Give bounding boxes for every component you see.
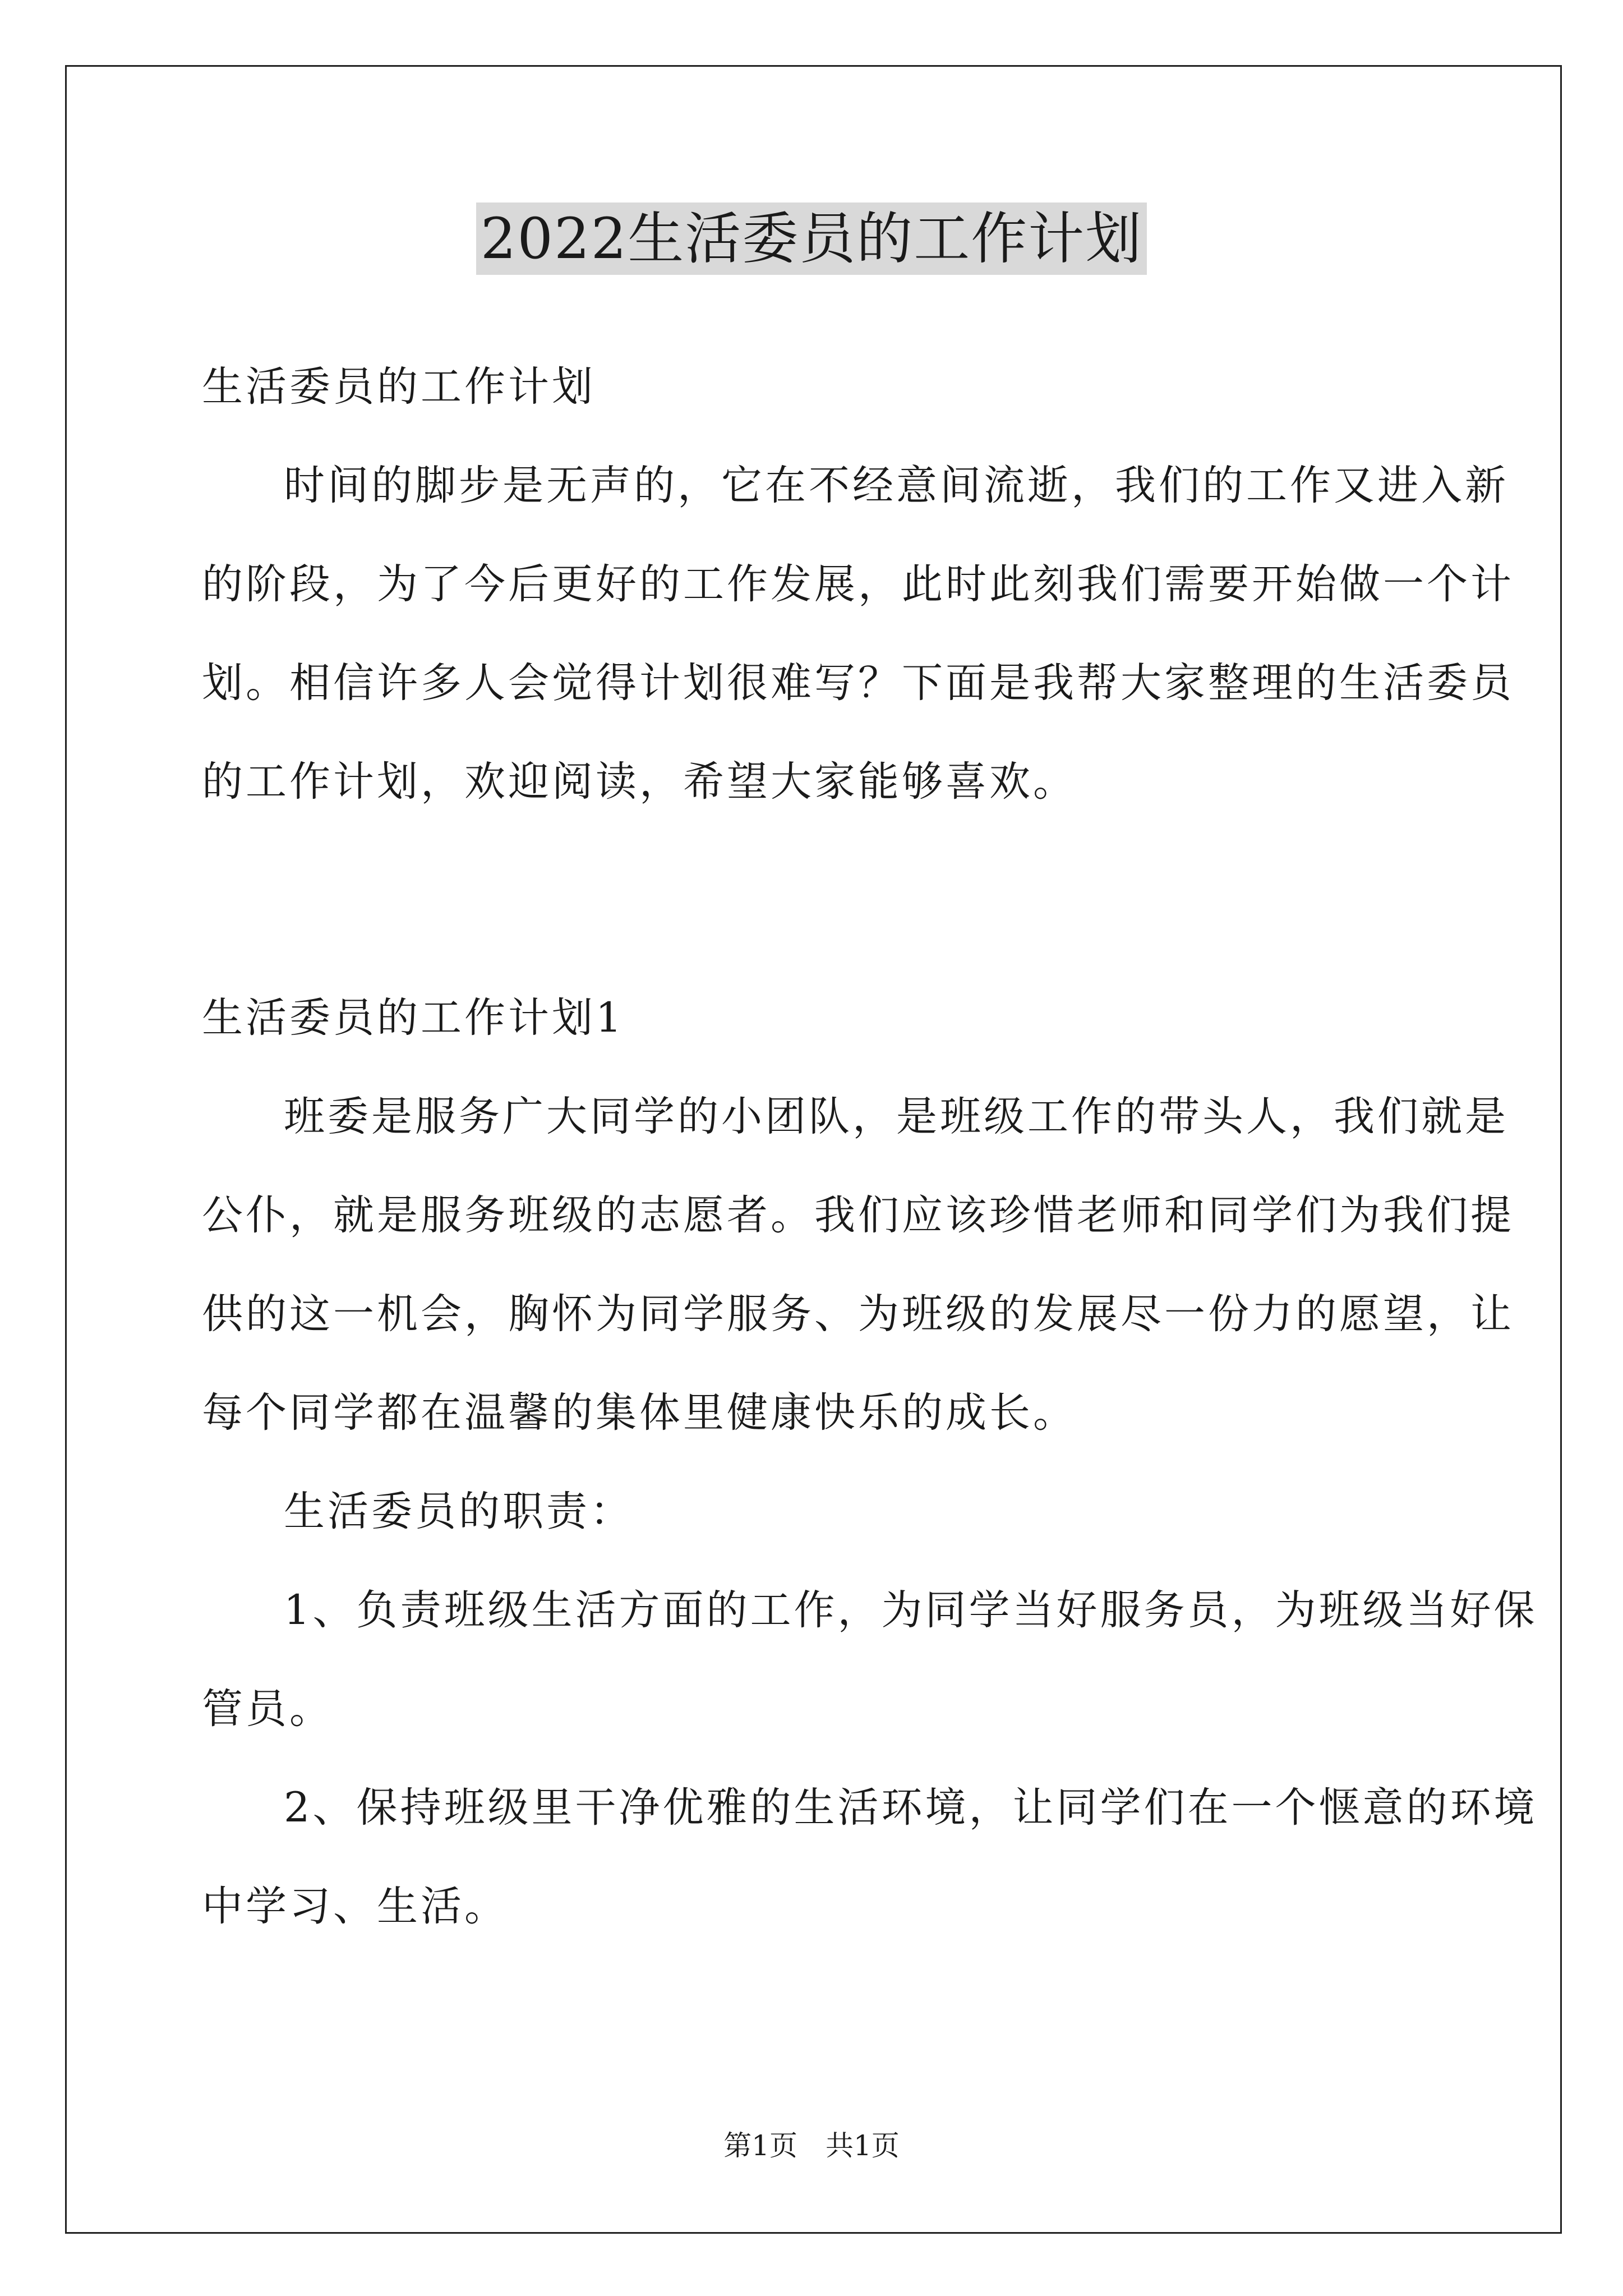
document-title — [0, 200, 1623, 278]
intro-line: 划。相信许多人会觉得计划很难写？下面是我帮大家整理的生活委员 — [202, 659, 1514, 707]
intro-line: 的工作计划，欢迎阅读，希望大家能够喜欢。 — [202, 758, 1077, 806]
document-subtitle-block — [202, 338, 1433, 436]
section1-heading-block — [202, 969, 1433, 1068]
section1-paragraph — [202, 1068, 1514, 1462]
section1-line: 公仆，就是服务班级的志愿者。我们应该珍惜老师和同学们为我们提 — [202, 1191, 1514, 1239]
intro-line: 时间的脚步是无声的，它在不经意间流逝，我们的工作又进入新 — [284, 462, 1509, 509]
page-footer: 第1页 共1页 — [723, 2129, 900, 2162]
section1-heading: 生活委员的工作计划1 — [202, 994, 625, 1042]
document-title-text: 2022生活委员的工作计划 — [476, 203, 1147, 275]
duties-heading: 生活委员的职责： — [284, 1488, 634, 1535]
duty-line: 中学习、生活。 — [202, 1883, 508, 1930]
duties-heading-block — [202, 1462, 1433, 1561]
section1-line: 每个同学都在温馨的集体里健康快乐的成长。 — [202, 1389, 1077, 1437]
document-subtitle: 生活委员的工作计划 — [202, 363, 596, 411]
section1-line: 班委是服务广大同学的小团队，是班级工作的带头人，我们就是 — [284, 1093, 1509, 1140]
duty-item-2 — [202, 1759, 1538, 1956]
intro-paragraph — [202, 436, 1514, 831]
duty-line: 1、负责班级生活方面的工作，为同学当好服务员，为班级当好保 — [284, 1586, 1538, 1634]
duty-line: 管员。 — [202, 1685, 333, 1733]
intro-line: 的阶段，为了今后更好的工作发展，此时此刻我们需要开始做一个计 — [202, 560, 1514, 608]
section1-line: 供的这一机会，胸怀为同学服务、为班级的发展尽一份力的愿望，让 — [202, 1290, 1514, 1338]
duty-item-1 — [202, 1561, 1538, 1759]
duty-line: 2、保持班级里干净优雅的生活环境，让同学们在一个惬意的环境 — [284, 1784, 1538, 1832]
